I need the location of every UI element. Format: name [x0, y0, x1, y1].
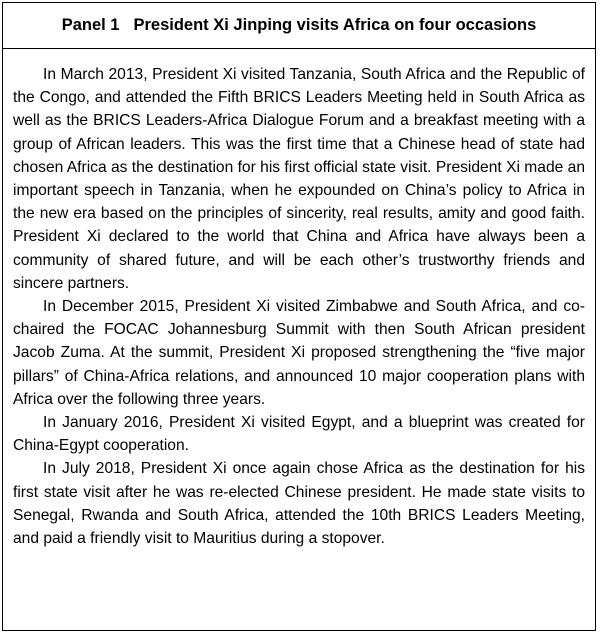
- paragraph-2015-visit: In December 2015, President Xi visited Zimbabwe and South Africa, and co-chaired the FOCAC Johannesburg Summit with then South African president Jacob Zuma. At the summit, President Xi proposed strengthening the “five major pillars” of China-Africa relations, and announced 10 major cooperation plans with Africa over the following three years.: [13, 298, 585, 408]
- panel-label: Panel 1: [61, 16, 120, 34]
- panel-body: [3, 49, 595, 550]
- paragraph-2018-visit: In July 2018, President Xi once again chose Africa as the destination for his first state visit after he was re-elected Chinese president. He made state visits to Senegal, Rwanda and South Africa, attended the 10th BRICS Leaders Meeting, and paid a friendly visit to Mauritius during a stopover.: [13, 460, 585, 548]
- paragraph-2016-visit: In January 2016, President Xi visited Egypt, and a blueprint was created for China-Egypt cooperation.: [13, 414, 585, 455]
- text-panel: [2, 2, 596, 631]
- paragraph-2013-visit: In March 2013, President Xi visited Tanzania, South Africa and the Republic of the Congo, and attended the Fifth BRICS Leaders Meeting held in South Africa as well as the BRICS Leaders-Africa Dialogue Forum and a breakfast meeting with a group of African leaders. This was the first time that a Chinese head of state had chosen Africa as the destination for his first official state visit. President Xi made an important speech in Tanzania, when he expounded on China’s policy to Africa in the new era based on the principles of sincerity, real results, amity and good faith. President Xi declared to the world that China and Africa have always been a community of shared future, and will be each other’s trustworthy friends and sincere partners.: [13, 66, 585, 292]
- panel-header: [3, 3, 595, 49]
- panel-title: President Xi Jinping visits Africa on four occasions: [133, 16, 537, 34]
